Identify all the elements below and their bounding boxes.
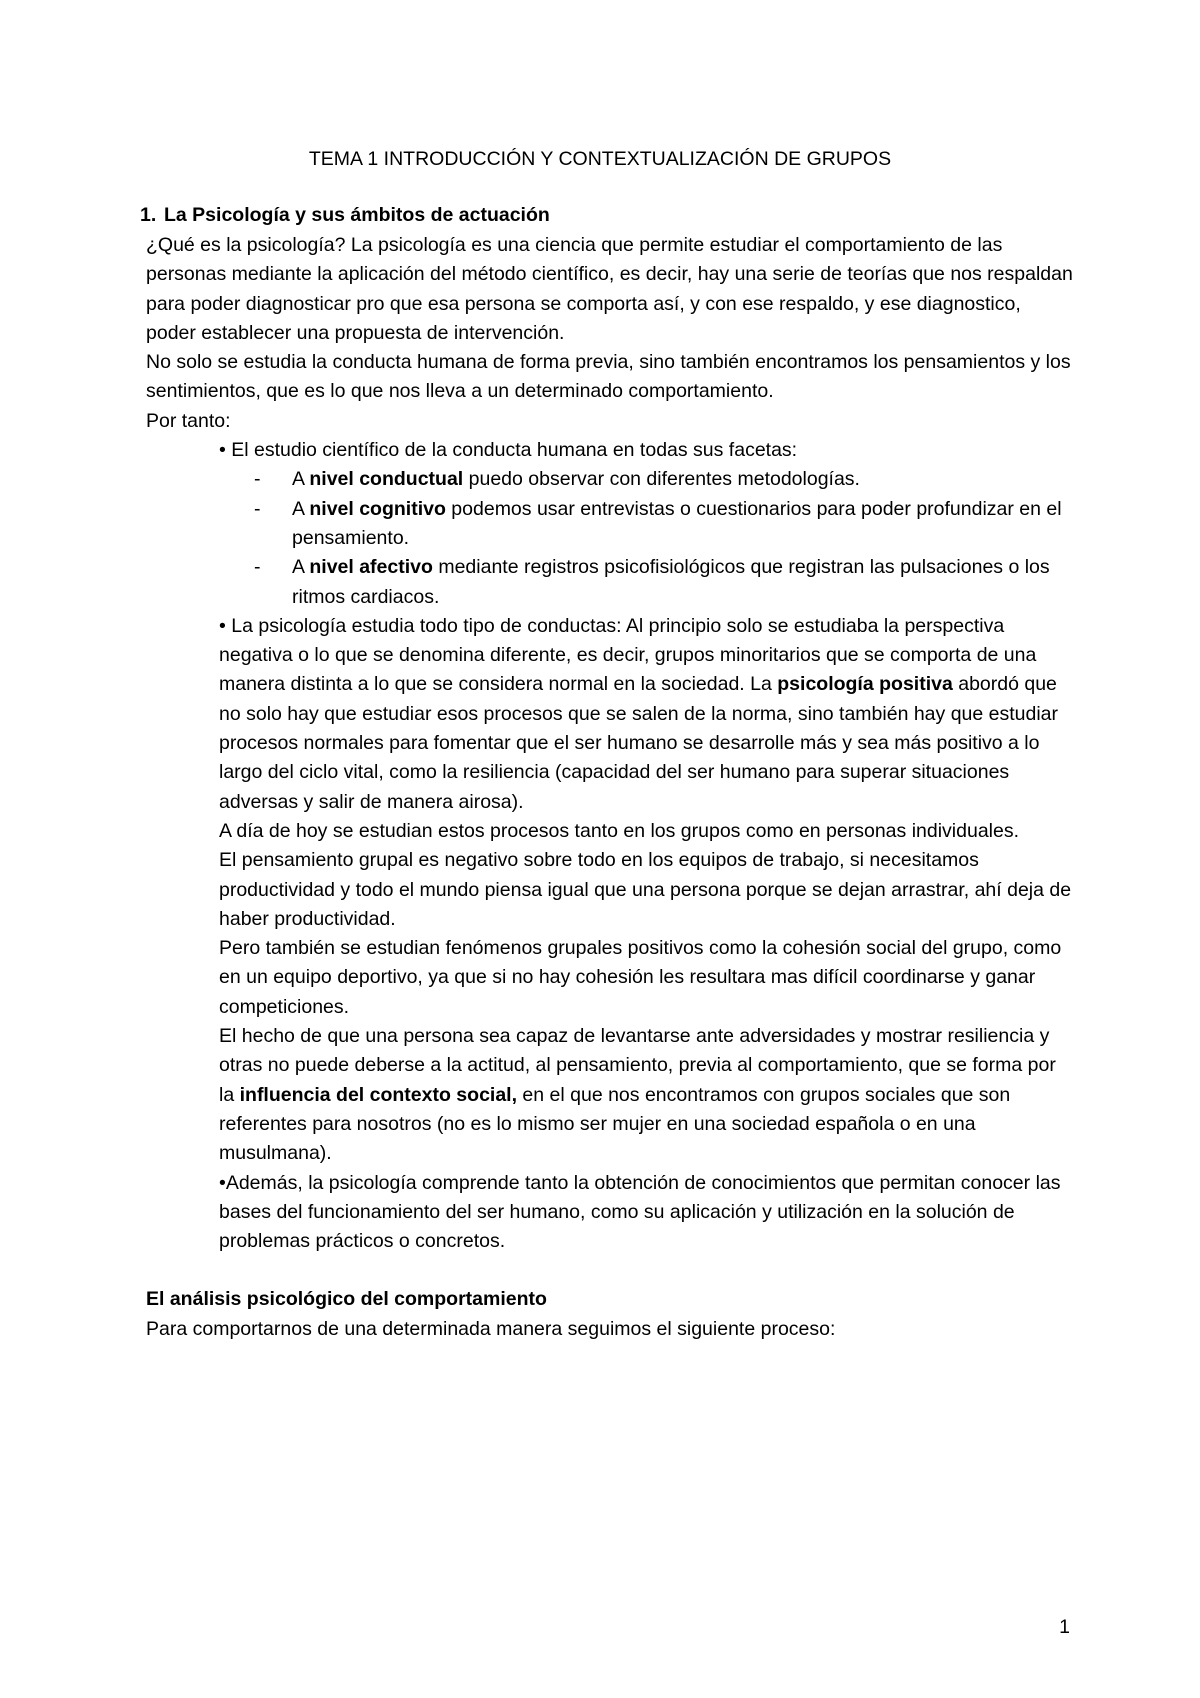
body-paragraph: El pensamiento grupal es negativo sobre todo en los equipos de trabajo, si necesitamos productividad y todo el mundo piensa igual que una persona porque se dejan arrastrar, ahí deja de haber productividad.	[219, 849, 1072, 930]
dash-mark: -	[254, 556, 261, 579]
bullet-item	[146, 612, 1076, 817]
section-title: La Psicología y sus ámbitos de actuación	[164, 204, 550, 226]
bullet-item: •Además, la psicología comprende tanto la obtención de conocimientos que permitan conocer las bases del funcionamiento del ser humano, como su aplicación y utilización en la solución de problemas prácticos o concretos.	[219, 1171, 1061, 1253]
bullet-text: • La psicología estudia todo tipo de conductas: Al principio solo se estudiaba la perspectiva negativa o lo que se denomina diferente, es decir, grupos minoritarios que se comporta de una manera distinta a lo que se considera normal en la sociedad. La	[219, 614, 1037, 696]
paragraph-text: en el que nos encontramos con grupos sociales que son referentes para nosotros (no es lo mismo ser mujer en una sociedad española o en una musulmana).	[219, 1083, 1011, 1165]
intro-paragraph: Por tanto:	[146, 409, 231, 432]
dash-mark: -	[254, 468, 261, 491]
dash-bold-term: nivel cognitivo	[309, 497, 446, 520]
dash-bold-term: nivel conductual	[309, 468, 464, 491]
dash-text: podemos usar entrevistas o cuestionarios para poder profundizar en el pensamiento.	[292, 497, 1062, 549]
intro-paragraph: ¿Qué es la psicología? La psicología es una ciencia que permite estudiar el comportamiento de las personas mediante la aplicación del método científico, es decir, hay una serie de teorías que nos respaldan para poder diagnosticar pro que esa persona se comporta así, y con ese respaldo, y ese diagnostico, poder establecer una propuesta de intervención.	[146, 234, 1073, 344]
dash-text: A	[292, 556, 310, 579]
body-paragraph: Para comportarnos de una determinada manera seguimos el siguiente proceso:	[146, 1317, 836, 1340]
section-number: 1.	[140, 204, 157, 226]
dash-item	[146, 495, 1076, 554]
dash-text: puedo observar con diferentes metodologías.	[463, 468, 860, 491]
body-paragraph: Pero también se estudian fenómenos grupales positivos como la cohesión social del grupo, como en un equipo deportivo, ya que si no hay cohesión les resultara mas difícil coordinarse y ganar competiciones.	[219, 937, 1062, 1018]
bullet-text: abordó que no solo hay que estudiar esos procesos que se salen de la norma, sino también hay que estudiar procesos normales para fomentar que el ser humano se desarrolle más y sea más positivo a lo largo del ciclo vital, como la resiliencia (capacidad del ser humano para superar situaciones adversas y salir de manera airosa).	[219, 673, 1059, 813]
dash-item	[146, 553, 1076, 612]
body-paragraph: A día de hoy se estudian estos procesos tanto en los grupos como en personas individuales.	[219, 819, 1020, 842]
bold-term: psicología positiva	[777, 673, 953, 696]
subsection-heading: El análisis psicológico del comportamiento	[146, 1288, 547, 1311]
paragraph-text: El hecho de que una persona sea capaz de levantarse ante adversidades y mostrar resiliencia y otras no puede deberse a la actitud, al pensamiento, previa al comportamiento, que se forma por la	[219, 1025, 1056, 1106]
bold-term: influencia del contexto social,	[239, 1083, 518, 1106]
dash-text: A	[292, 468, 310, 491]
document-title: TEMA 1 INTRODUCCIÓN Y CONTEXTUALIZACIÓN DE GRUPOS	[308, 148, 892, 170]
bullet-item: • El estudio científico de la conducta humana en todas sus facetas:	[219, 439, 798, 462]
intro-paragraph: No solo se estudia la conducta humana de forma previa, sino también encontramos los pensamientos y los sentimientos, que es lo que nos lleva a un determinado comportamiento.	[146, 351, 1071, 403]
dash-text: A	[292, 497, 310, 520]
dash-mark: -	[254, 497, 261, 520]
dash-bold-term: nivel afectivo	[309, 556, 433, 579]
dash-item	[146, 465, 1076, 494]
dash-text: mediante registros psicofisiológicos que registran las pulsaciones o los ritmos cardiacos.	[292, 556, 1050, 608]
page-number: 1	[1059, 1616, 1070, 1638]
section-heading	[140, 203, 550, 227]
document-body	[146, 231, 1076, 1344]
body-paragraph	[146, 1022, 1076, 1168]
